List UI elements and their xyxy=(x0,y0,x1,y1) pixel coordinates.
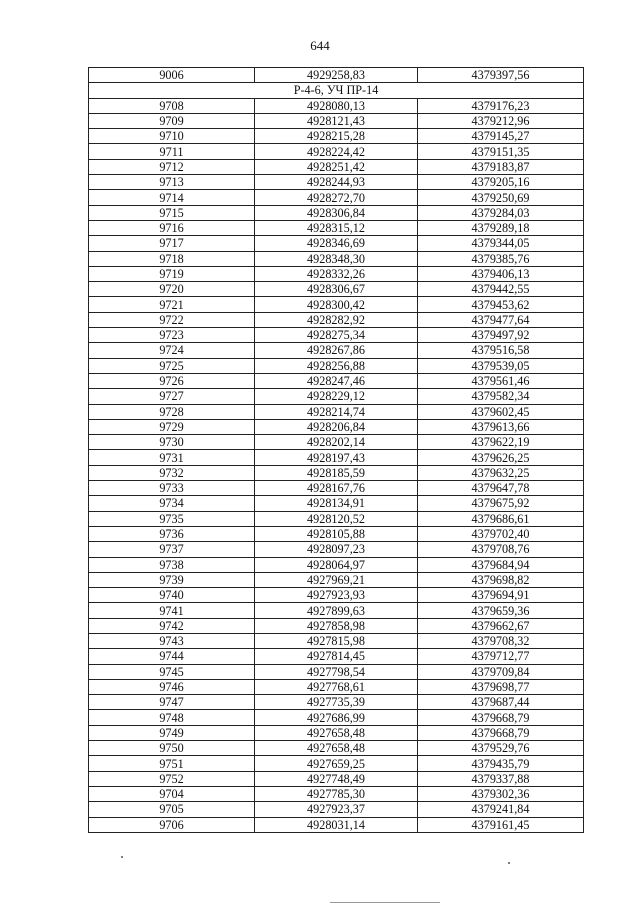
point-number-cell: 9751 xyxy=(89,756,255,771)
table-row xyxy=(89,205,584,220)
y-coordinate-cell: 4379698,82 xyxy=(418,572,584,587)
y-coordinate-cell: 4379659,36 xyxy=(418,603,584,618)
y-coordinate-cell: 4379613,66 xyxy=(418,419,584,434)
section-header-row xyxy=(89,83,584,98)
table-row xyxy=(89,817,584,832)
table-row xyxy=(89,465,584,480)
x-coordinate-cell: 4928215,28 xyxy=(255,129,418,144)
point-number-cell: 9718 xyxy=(89,251,255,266)
table-row xyxy=(89,435,584,450)
y-coordinate-cell: 4379151,35 xyxy=(418,144,584,159)
x-coordinate-cell: 4928306,67 xyxy=(255,282,418,297)
point-number-cell: 9739 xyxy=(89,572,255,587)
table-row xyxy=(89,603,584,618)
table-row xyxy=(89,481,584,496)
coordinates-table-body xyxy=(89,68,584,833)
point-number-cell: 9704 xyxy=(89,786,255,801)
point-number-cell: 9738 xyxy=(89,557,255,572)
point-number-cell: 9726 xyxy=(89,373,255,388)
point-number-cell: 9744 xyxy=(89,649,255,664)
point-number-cell: 9721 xyxy=(89,297,255,312)
point-number-cell: 9712 xyxy=(89,159,255,174)
y-coordinate-cell: 4379183,87 xyxy=(418,159,584,174)
y-coordinate-cell: 4379212,96 xyxy=(418,113,584,128)
table-row xyxy=(89,756,584,771)
table-row xyxy=(89,710,584,725)
x-coordinate-cell: 4928031,14 xyxy=(255,817,418,832)
table-row xyxy=(89,511,584,526)
table-row xyxy=(89,129,584,144)
point-number-cell: 9736 xyxy=(89,526,255,541)
y-coordinate-cell: 4379708,76 xyxy=(418,542,584,557)
section-label: Р-4-6, УЧ ПР-14 xyxy=(89,83,584,98)
table-row xyxy=(89,68,584,83)
table-row xyxy=(89,190,584,205)
x-coordinate-cell: 4927858,98 xyxy=(255,618,418,633)
y-coordinate-cell: 4379539,05 xyxy=(418,358,584,373)
table-row xyxy=(89,113,584,128)
table-row xyxy=(89,741,584,756)
y-coordinate-cell: 4379435,79 xyxy=(418,756,584,771)
table-row xyxy=(89,802,584,817)
point-number-cell: 9716 xyxy=(89,220,255,235)
point-number-cell: 9752 xyxy=(89,771,255,786)
y-coordinate-cell: 4379250,69 xyxy=(418,190,584,205)
y-coordinate-cell: 4379337,88 xyxy=(418,771,584,786)
x-coordinate-cell: 4927814,45 xyxy=(255,649,418,664)
x-coordinate-cell: 4928282,92 xyxy=(255,312,418,327)
y-coordinate-cell: 4379698,77 xyxy=(418,679,584,694)
x-coordinate-cell: 4927798,54 xyxy=(255,664,418,679)
table-row xyxy=(89,526,584,541)
point-number-cell: 9745 xyxy=(89,664,255,679)
x-coordinate-cell: 4928202,14 xyxy=(255,435,418,450)
point-number-cell: 9746 xyxy=(89,679,255,694)
table-row xyxy=(89,373,584,388)
x-coordinate-cell: 4928300,42 xyxy=(255,297,418,312)
y-coordinate-cell: 4379632,25 xyxy=(418,465,584,480)
x-coordinate-cell: 4928267,86 xyxy=(255,343,418,358)
x-coordinate-cell: 4927659,25 xyxy=(255,756,418,771)
point-number-cell: 9735 xyxy=(89,511,255,526)
point-number-cell: 9730 xyxy=(89,435,255,450)
y-coordinate-cell: 4379284,03 xyxy=(418,205,584,220)
table-row xyxy=(89,725,584,740)
x-coordinate-cell: 4928332,26 xyxy=(255,266,418,281)
x-coordinate-cell: 4927785,30 xyxy=(255,786,418,801)
x-coordinate-cell: 4928214,74 xyxy=(255,404,418,419)
point-number-cell: 9734 xyxy=(89,496,255,511)
x-coordinate-cell: 4928167,76 xyxy=(255,481,418,496)
y-coordinate-cell: 4379302,36 xyxy=(418,786,584,801)
y-coordinate-cell: 4379241,84 xyxy=(418,802,584,817)
x-coordinate-cell: 4928346,69 xyxy=(255,236,418,251)
x-coordinate-cell: 4928244,93 xyxy=(255,175,418,190)
point-number-cell: 9733 xyxy=(89,481,255,496)
x-coordinate-cell: 4928134,91 xyxy=(255,496,418,511)
y-coordinate-cell: 4379176,23 xyxy=(418,98,584,113)
x-coordinate-cell: 4928080,13 xyxy=(255,98,418,113)
table-row xyxy=(89,572,584,587)
point-number-cell: 9725 xyxy=(89,358,255,373)
y-coordinate-cell: 4379497,92 xyxy=(418,328,584,343)
x-coordinate-cell: 4928256,88 xyxy=(255,358,418,373)
y-coordinate-cell: 4379477,64 xyxy=(418,312,584,327)
y-coordinate-cell: 4379647,78 xyxy=(418,481,584,496)
point-number-cell: 9727 xyxy=(89,389,255,404)
page-number: 644 xyxy=(310,38,330,53)
table-row xyxy=(89,389,584,404)
y-coordinate-cell: 4379686,61 xyxy=(418,511,584,526)
table-row xyxy=(89,496,584,511)
point-number-cell: 9743 xyxy=(89,633,255,648)
table-row xyxy=(89,633,584,648)
x-coordinate-cell: 4927686,99 xyxy=(255,710,418,725)
x-coordinate-cell: 4927969,21 xyxy=(255,572,418,587)
x-coordinate-cell: 4928206,84 xyxy=(255,419,418,434)
y-coordinate-cell: 4379662,67 xyxy=(418,618,584,633)
point-number-cell: 9740 xyxy=(89,588,255,603)
y-coordinate-cell: 4379668,79 xyxy=(418,725,584,740)
point-number-cell: 9722 xyxy=(89,312,255,327)
table-row xyxy=(89,328,584,343)
point-number-cell: 9737 xyxy=(89,542,255,557)
x-coordinate-cell: 4927658,48 xyxy=(255,725,418,740)
y-coordinate-cell: 4379712,77 xyxy=(418,649,584,664)
x-coordinate-cell: 4928315,12 xyxy=(255,220,418,235)
y-coordinate-cell: 4379516,58 xyxy=(418,343,584,358)
point-number-cell: 9710 xyxy=(89,129,255,144)
x-coordinate-cell: 4928306,84 xyxy=(255,205,418,220)
x-coordinate-cell: 4927899,63 xyxy=(255,603,418,618)
y-coordinate-cell: 4379442,55 xyxy=(418,282,584,297)
x-coordinate-cell: 4927735,39 xyxy=(255,695,418,710)
y-coordinate-cell: 4379453,62 xyxy=(418,297,584,312)
x-coordinate-cell: 4929258,83 xyxy=(255,68,418,83)
point-number-cell: 9708 xyxy=(89,98,255,113)
point-number-cell: 9747 xyxy=(89,695,255,710)
y-coordinate-cell: 4379582,34 xyxy=(418,389,584,404)
point-number-cell: 9732 xyxy=(89,465,255,480)
table-row xyxy=(89,450,584,465)
x-coordinate-cell: 4928097,23 xyxy=(255,542,418,557)
x-coordinate-cell: 4928224,42 xyxy=(255,144,418,159)
y-coordinate-cell: 4379687,44 xyxy=(418,695,584,710)
x-coordinate-cell: 4927748,49 xyxy=(255,771,418,786)
point-number-cell: 9717 xyxy=(89,236,255,251)
y-coordinate-cell: 4379397,56 xyxy=(418,68,584,83)
table-row xyxy=(89,251,584,266)
point-number-cell: 9711 xyxy=(89,144,255,159)
table-row xyxy=(89,664,584,679)
point-number-cell: 9713 xyxy=(89,175,255,190)
x-coordinate-cell: 4927768,61 xyxy=(255,679,418,694)
x-coordinate-cell: 4927923,93 xyxy=(255,588,418,603)
point-number-cell: 9006 xyxy=(89,68,255,83)
table-row xyxy=(89,312,584,327)
x-coordinate-cell: 4928275,34 xyxy=(255,328,418,343)
point-number-cell: 9709 xyxy=(89,113,255,128)
table-row xyxy=(89,98,584,113)
table-row xyxy=(89,588,584,603)
y-coordinate-cell: 4379675,92 xyxy=(418,496,584,511)
y-coordinate-cell: 4379602,45 xyxy=(418,404,584,419)
x-coordinate-cell: 4927923,37 xyxy=(255,802,418,817)
y-coordinate-cell: 4379529,76 xyxy=(418,741,584,756)
x-coordinate-cell: 4928272,70 xyxy=(255,190,418,205)
table-row xyxy=(89,419,584,434)
table-row xyxy=(89,404,584,419)
table-row xyxy=(89,175,584,190)
scan-speck xyxy=(121,856,123,858)
scan-speck xyxy=(508,862,510,864)
table-row xyxy=(89,282,584,297)
table-row xyxy=(89,358,584,373)
point-number-cell: 9731 xyxy=(89,450,255,465)
point-number-cell: 9714 xyxy=(89,190,255,205)
point-number-cell: 9715 xyxy=(89,205,255,220)
y-coordinate-cell: 4379694,91 xyxy=(418,588,584,603)
table-row xyxy=(89,220,584,235)
table-row xyxy=(89,649,584,664)
point-number-cell: 9750 xyxy=(89,741,255,756)
y-coordinate-cell: 4379289,18 xyxy=(418,220,584,235)
y-coordinate-cell: 4379406,13 xyxy=(418,266,584,281)
coordinates-table xyxy=(88,67,584,833)
x-coordinate-cell: 4928251,42 xyxy=(255,159,418,174)
point-number-cell: 9728 xyxy=(89,404,255,419)
x-coordinate-cell: 4928348,30 xyxy=(255,251,418,266)
table-row xyxy=(89,159,584,174)
table-row xyxy=(89,695,584,710)
y-coordinate-cell: 4379205,16 xyxy=(418,175,584,190)
point-number-cell: 9749 xyxy=(89,725,255,740)
point-number-cell: 9705 xyxy=(89,802,255,817)
point-number-cell: 9706 xyxy=(89,817,255,832)
x-coordinate-cell: 4928120,52 xyxy=(255,511,418,526)
table-row xyxy=(89,236,584,251)
y-coordinate-cell: 4379702,40 xyxy=(418,526,584,541)
x-coordinate-cell: 4928247,46 xyxy=(255,373,418,388)
x-coordinate-cell: 4928105,88 xyxy=(255,526,418,541)
table-row xyxy=(89,266,584,281)
table-row xyxy=(89,343,584,358)
y-coordinate-cell: 4379684,94 xyxy=(418,557,584,572)
x-coordinate-cell: 4928064,97 xyxy=(255,557,418,572)
point-number-cell: 9729 xyxy=(89,419,255,434)
y-coordinate-cell: 4379561,46 xyxy=(418,373,584,388)
scan-edge-line xyxy=(330,902,440,903)
x-coordinate-cell: 4927658,48 xyxy=(255,741,418,756)
point-number-cell: 9724 xyxy=(89,343,255,358)
y-coordinate-cell: 4379626,25 xyxy=(418,450,584,465)
x-coordinate-cell: 4928197,43 xyxy=(255,450,418,465)
y-coordinate-cell: 4379161,45 xyxy=(418,817,584,832)
y-coordinate-cell: 4379145,27 xyxy=(418,129,584,144)
y-coordinate-cell: 4379385,76 xyxy=(418,251,584,266)
y-coordinate-cell: 4379668,79 xyxy=(418,710,584,725)
table-row xyxy=(89,771,584,786)
point-number-cell: 9748 xyxy=(89,710,255,725)
y-coordinate-cell: 4379622,19 xyxy=(418,435,584,450)
x-coordinate-cell: 4928185,59 xyxy=(255,465,418,480)
table-row xyxy=(89,297,584,312)
point-number-cell: 9720 xyxy=(89,282,255,297)
table-row xyxy=(89,557,584,572)
point-number-cell: 9719 xyxy=(89,266,255,281)
x-coordinate-cell: 4928229,12 xyxy=(255,389,418,404)
y-coordinate-cell: 4379344,05 xyxy=(418,236,584,251)
table-row xyxy=(89,679,584,694)
x-coordinate-cell: 4928121,43 xyxy=(255,113,418,128)
table-row xyxy=(89,542,584,557)
point-number-cell: 9723 xyxy=(89,328,255,343)
y-coordinate-cell: 4379709,84 xyxy=(418,664,584,679)
table-row xyxy=(89,144,584,159)
point-number-cell: 9741 xyxy=(89,603,255,618)
x-coordinate-cell: 4927815,98 xyxy=(255,633,418,648)
table-row xyxy=(89,786,584,801)
point-number-cell: 9742 xyxy=(89,618,255,633)
y-coordinate-cell: 4379708,32 xyxy=(418,633,584,648)
table-row xyxy=(89,618,584,633)
